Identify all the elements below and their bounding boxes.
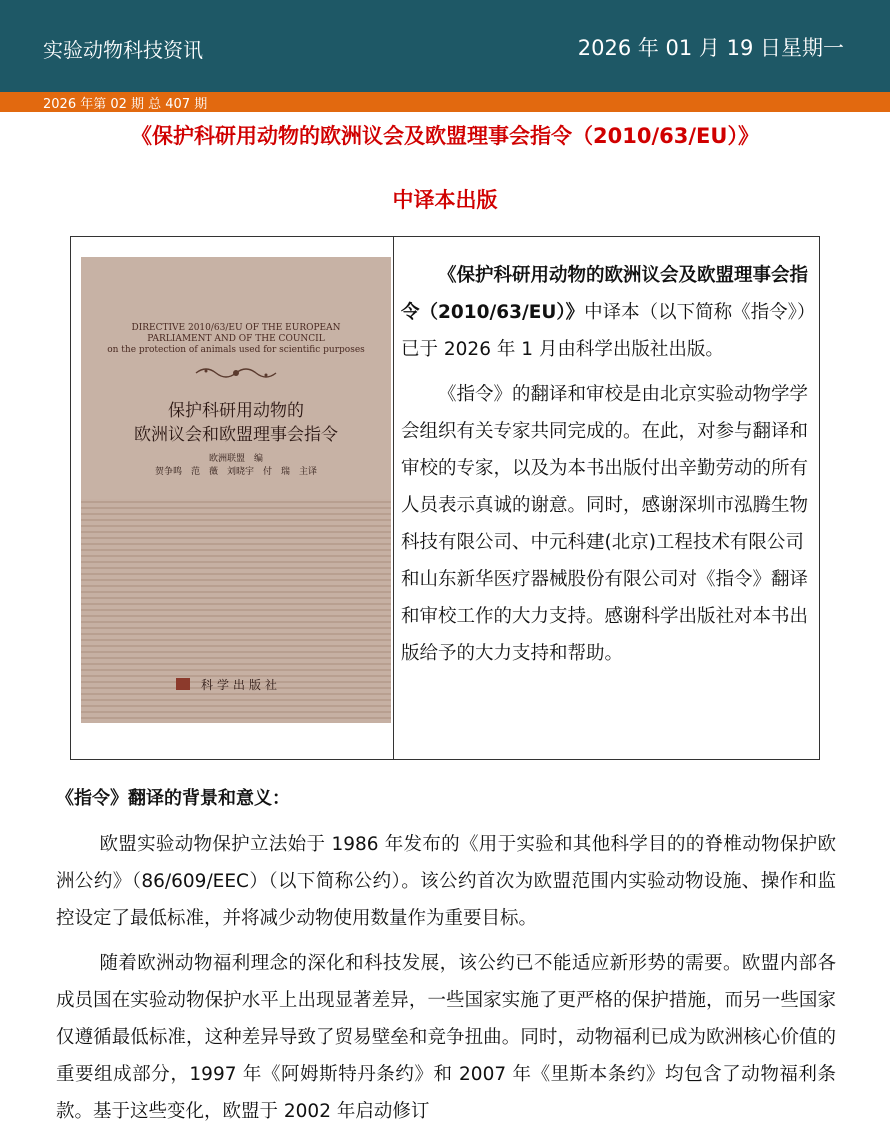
ornament-icon <box>186 365 286 381</box>
article-subtitle: 中译本出版 <box>392 188 498 212</box>
cover-publisher: 科学出版社 <box>201 678 282 692</box>
intro-text <box>401 257 811 680</box>
cover-editor: 欧洲联盟 编 <box>208 454 263 464</box>
intro-table <box>70 236 820 760</box>
issue-date: 2026 年 01 月 19 日星期一 <box>577 36 844 60</box>
cover-translators: 贺争鸣 范 薇 刘晓宇 付 瑞 主译 <box>154 467 317 477</box>
section-body <box>56 826 836 1138</box>
section-heading: 《指令》翻译的背景和意义： <box>56 788 290 809</box>
issue-number: 2026 年第 02 期 总 407 期 <box>43 97 208 112</box>
intro-p1-text: 中译本（以下简称《指令》）已于 2026 年 1 月由科学出版社出版。 <box>401 302 807 360</box>
intro-book-title: 《保护科研用动物的欧洲议会及欧盟理事会指令（2010/63/EU）》 <box>401 265 809 323</box>
article-title: 《保护科研用动物的欧洲议会及欧盟理事会指令（2010/63/EU）》 <box>131 124 759 148</box>
cover-chinese-title <box>81 399 391 447</box>
publisher-logo-icon <box>176 678 190 690</box>
cover-english-line: DIRECTIVE 2010/63/EU OF THE EUROPEAN <box>131 323 341 333</box>
body-paragraph-2: 随着欧洲动物福利理念的深化和科技发展，该公约已不能适应新形势的需要。欧盟内部各成员国在实验动物保护水平上出现显著差异，一些国家实施了更严格的保护措施，而另一些国家仅遵循最低标准，这种差异导致了贸易壁垒和竞争扭曲。同时，动物福利已成为欧洲核心价值的重要组成部分，1997 年《阿姆斯特丹条约》和 2007 年《里斯本条约》均包含了动物福利条款。基于这些变化，欧盟于 2002 年启动修订 <box>56 953 836 1122</box>
cover-english-title <box>81 323 391 356</box>
book-cover-image <box>81 257 391 723</box>
cover-credits <box>81 453 391 479</box>
cover-chinese-line: 欧洲议会和欧盟理事会指令 <box>134 425 338 445</box>
cover-english-line: on the protection of animals used for scientific purposes <box>107 345 365 355</box>
issue-bar <box>0 92 890 112</box>
table-divider <box>393 237 394 759</box>
cover-chinese-line: 保护科研用动物的 <box>168 401 304 421</box>
masthead <box>0 0 890 92</box>
intro-paragraph-2: 《指令》的翻译和审校是由北京实验动物学学会组织有关专家共同完成的。在此，对参与翻译和审校的专家，以及为本书出版付出辛勤劳动的所有人员表示真诚的谢意。同时，感谢深圳市泓腾生物科技有限公司、中元科建(北京)工程技术有限公司和山东新华医疗器械股份有限公司对《指令》翻译和审校工作的大力支持。感谢科学出版社对本书出版给予的大力支持和帮助。 <box>401 384 809 664</box>
cover-english-line: PARLIAMENT AND OF THE COUNCIL <box>147 334 325 344</box>
site-name: 实验动物科技资讯 <box>43 38 203 62</box>
body-paragraph-1: 欧盟实验动物保护立法始于 1986 年发布的《用于实验和其他科学目的的脊椎动物保护欧洲公约》（86/609/EEC）（以下简称公约）。该公约首次为欧盟范围内实验动物设施、操作和监控设定了最低标准，并将减少动物使用数量作为重要目标。 <box>56 834 836 929</box>
intro-paragraph-1 <box>401 257 811 368</box>
